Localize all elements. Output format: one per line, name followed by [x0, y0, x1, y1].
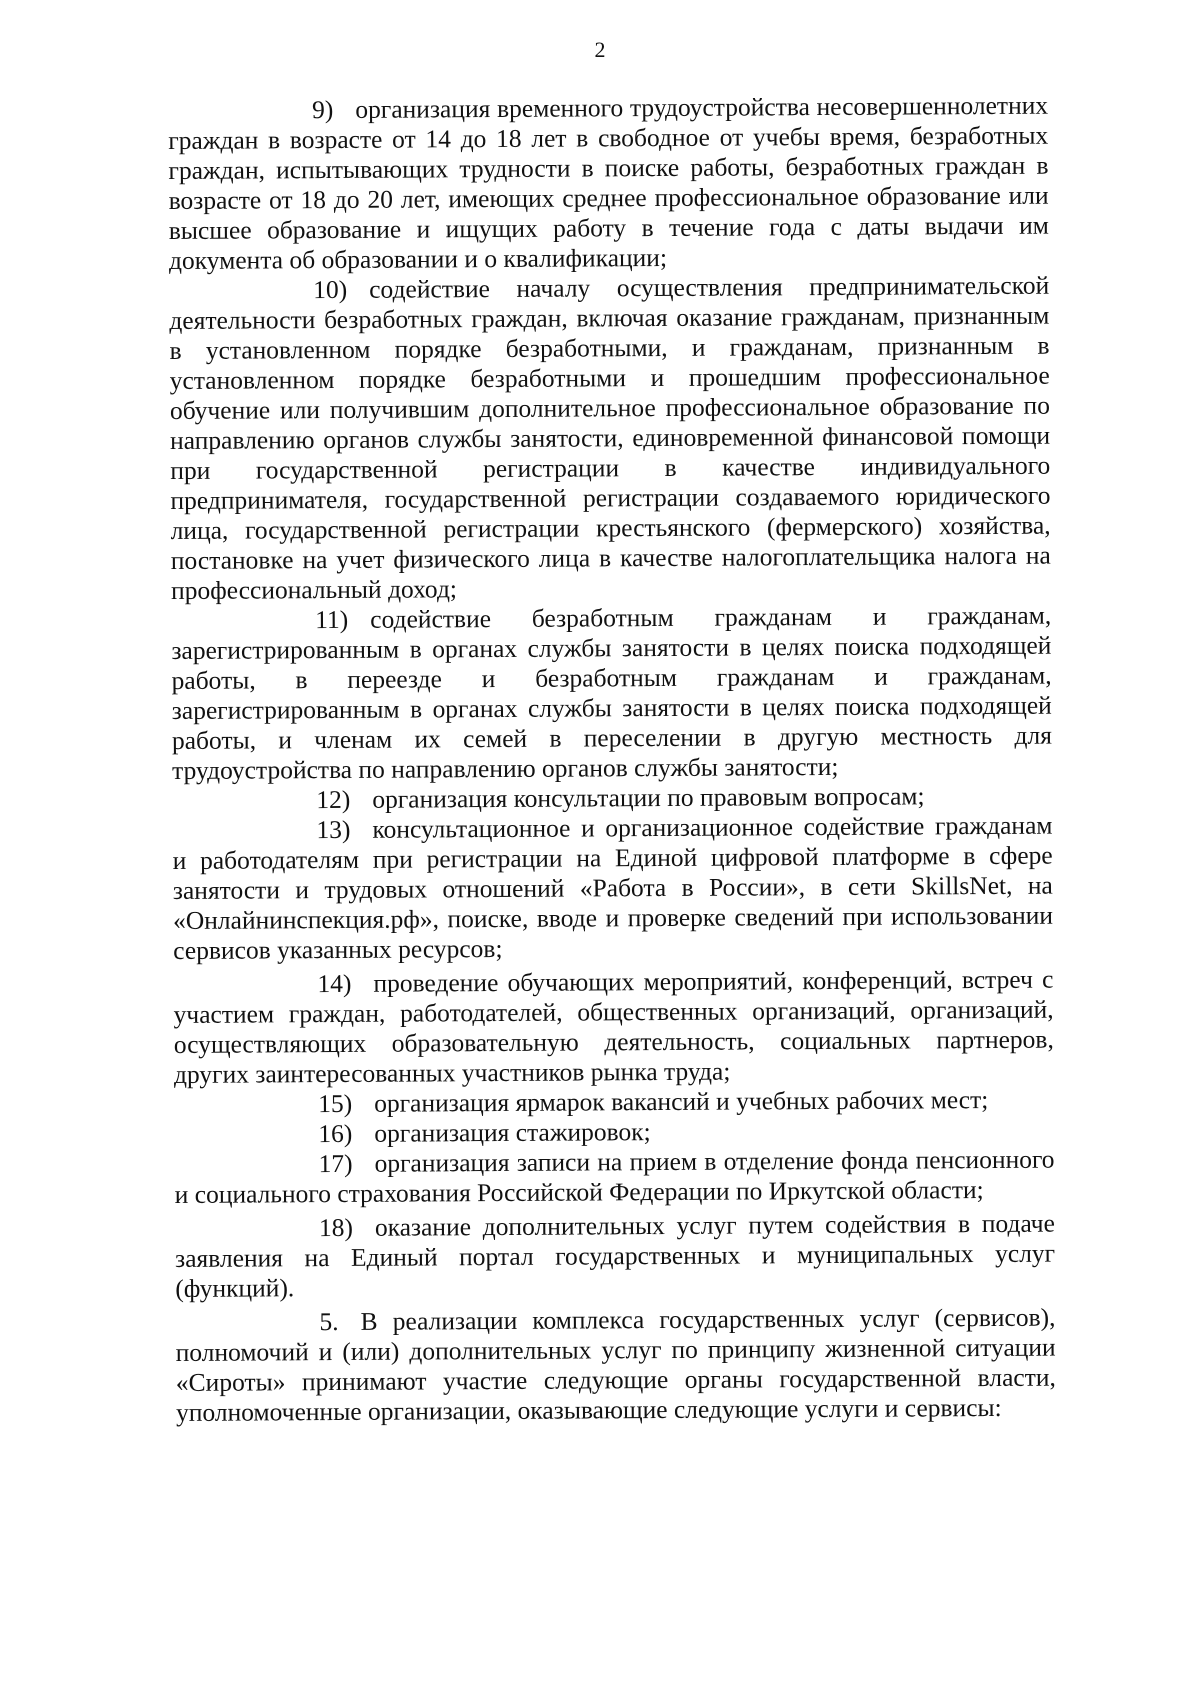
item-text: консультационное и организационное содействие гражданам и работодателям при регистрации на Единой цифровой платформе в сфере занятости и трудовых отношений «Работа в России», в сети SkillsNet, на «Онлайнинспекция.рф», поиске, вводе и проверке сведений при использовании сервисов указанных ресурсов;: [172, 810, 1054, 965]
item-text: организация временного трудоустройства несовершеннолетних граждан в возрасте от 14 до 18 лет в свободное от учебы время, безработных граждан, испытывающих трудности в поиске работы, безработных граждан в возрасте от 18 до 20 лет, имеющих среднее профессиональное образование или высшее образование и ищущих работу в течение года с даты выдачи им документа об образовании и о квалификации;: [168, 90, 1049, 275]
item-text: содействие началу осуществления предпринимательской деятельности безработных граждан, включая оказание гражданам, признанным в установленном порядке безработными, и гражданам, признанным в установленном порядке безработными и прошедшим профессиональное обучение или получившим дополнительное профессиональное образование по направлению органов службы занятости, единовременной финансовой помощи при государственной регистрации в качестве индивидуального предпринимателя, государственной регистрации создаваемого юридического лица, государственной регистрации крестьянского (фермерского) хозяйства, постановке на учет физического лица в качестве налогоплательщика налога на профессиональный доход;: [169, 270, 1051, 605]
item-text: оказание дополнительных услуг путем содействия в подаче заявления на Единый портал государственных и муниципальных услуг (функций).: [175, 1208, 1056, 1303]
item-text: содействие безработным гражданам и гражданам, зарегистрированным в органах службы занятости в целях поиска подходящей работы, в переезде и безработным гражданам и гражданам, зарегистрированным в органах службы занятости в целях поиска подходящей работы, и членам их семей в переселении в другую местность для трудоустройства по направлению органов службы занятости;: [171, 600, 1053, 785]
list-item-15: [174, 1085, 1054, 1120]
item-number: 9): [311, 94, 334, 125]
list-item-17: [174, 1145, 1054, 1210]
page-number: 2: [594, 37, 606, 62]
item-number: 13): [316, 814, 351, 845]
item-number: 17): [318, 1148, 353, 1179]
item-number: 15): [318, 1088, 353, 1119]
list-item-13: [172, 811, 1053, 966]
list-item-11: [171, 601, 1052, 786]
item-text: В реализации комплекса государственных услуг (сервисов), полномочий и (или) дополнительных услуг по принципу жизненной ситуации «Сироты» принимают участие следующие органы государственной власти, уполномоченные организации, оказывающие следующие услуги и сервисы:: [175, 1302, 1056, 1427]
list-item-9: [168, 91, 1049, 276]
list-item-10: [169, 271, 1051, 606]
item-number: 11): [315, 604, 349, 635]
item-text: проведение обучающих мероприятий, конференций, встреч с участием граждан, работодателей, общественных организаций, организаций, осуществляющих образовательную деятельность, социальных партнеров, других заинтересованных участников рынка труда;: [173, 964, 1054, 1089]
item-text: организация консультации по правовым вопросам;: [372, 781, 925, 814]
list-item-18: [175, 1209, 1056, 1304]
document-body: [168, 91, 1056, 1428]
item-number: 14): [317, 968, 352, 999]
item-number: 18): [318, 1212, 354, 1243]
section-5-paragraph: [175, 1303, 1056, 1428]
item-text: организация записи на прием в отделение фонда пенсионного и социального страхования Российской Федерации по Иркутской области;: [174, 1144, 1055, 1209]
item-text: организация ярмарок вакансий и учебных рабочих мест;: [374, 1085, 989, 1118]
item-number: 5.: [319, 1306, 339, 1337]
item-number: 16): [318, 1118, 353, 1149]
item-number: 12): [316, 784, 351, 815]
item-text: организация стажировок;: [374, 1117, 651, 1148]
list-item-14: [173, 965, 1054, 1090]
item-number: 10): [313, 274, 348, 305]
